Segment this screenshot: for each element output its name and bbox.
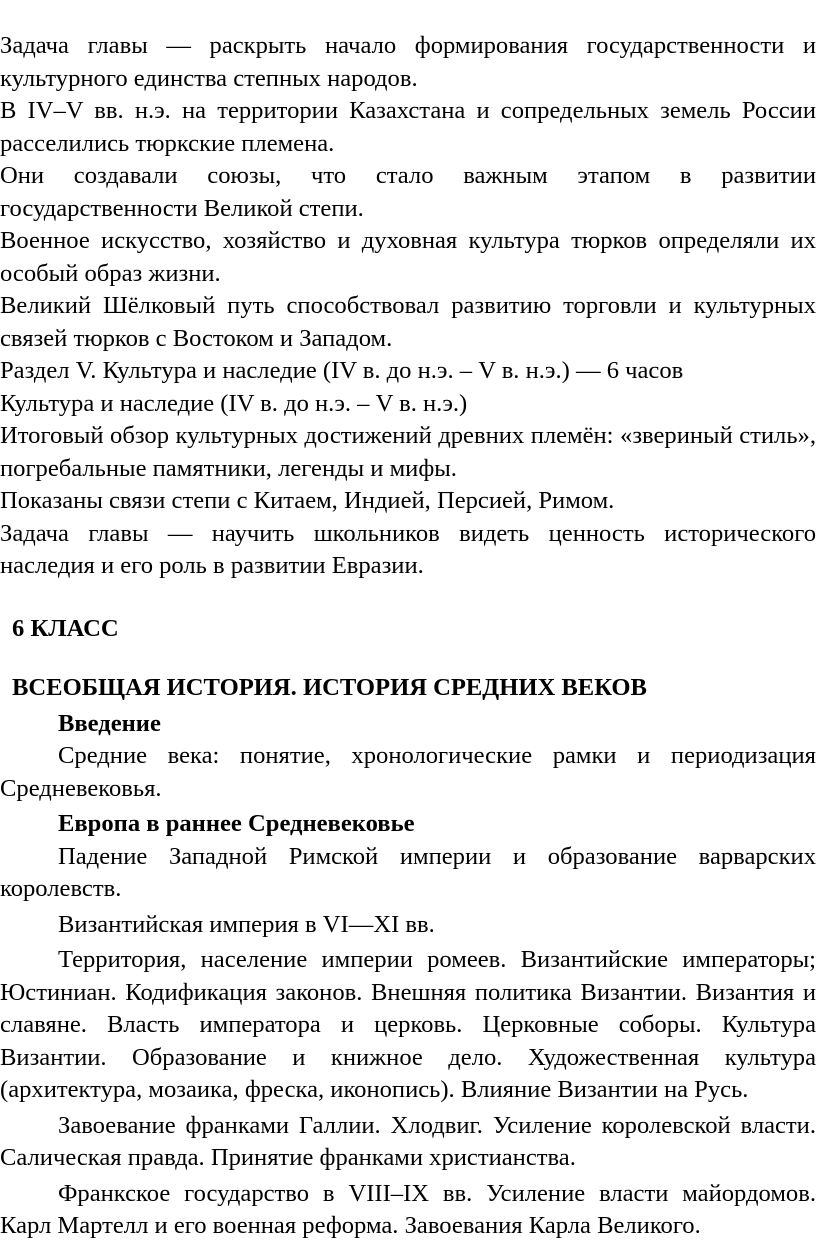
intro-heading: Введение — [58, 709, 161, 737]
paragraph-frankish-conquest: Завоевание франками Галлии. Хлодвиг. Усиление королевской власти. Салическая правда. Принятие франками христианства. — [0, 1111, 816, 1171]
paragraph-heritage-task: Задача главы — научить школьников видеть ценность исторического наследия и его роль в развитии Евразии. — [0, 519, 816, 579]
paragraph-culture-way-of-life: Военное искусство, хозяйство и духовная культура тюрков определяли их особый образ жизни. — [0, 227, 816, 287]
paragraph-frankish-state: Франкское государство в VIII–IX вв. Усиление власти майордомов. Карл Мартелл и его военная реформа. Завоевания Карла Великого. — [0, 1179, 816, 1239]
paragraph-byzantine-empire: Византийская империя в VI—XI вв. — [58, 910, 435, 938]
paragraph-fall-of-rome: Падение Западной Римской империи и образование варварских королевств. — [0, 842, 816, 902]
paragraph-silk-road: Великий Шёлковый путь способствовал развитию торговли и культурных связей тюрков с Востоком и Западом. — [0, 292, 816, 352]
paragraph-unions: Они создавали союзы, что стало важным этапом в развитии государственности Великой степи. — [0, 162, 816, 222]
paragraph-byzantium-details: Территория, население империи ромеев. Византийские императоры; Юстиниан. Кодификация законов. Внешняя политика Византии. Византия и славяне. Власть императора и церковь. Церковные соборы. Культура Византии. Образование и книжное дело. Художественная культура (архитектура, мозаика, фреска, иконопись). Влияние Византии на Русь. — [0, 946, 816, 1103]
paragraph-chapter-task: Задача главы — раскрыть начало формирования государственности и культурного единства степных народов. — [0, 32, 816, 92]
paragraph-steppe-links: Показаны связи степи с Китаем, Индией, Персией, Римом. — [0, 487, 615, 514]
grade-heading: 6 КЛАСС — [12, 614, 119, 642]
paragraph-turkic-tribes: В IV–V вв. н.э. на территории Казахстана и сопредельных земель России расселились тюркские племена. — [0, 97, 816, 157]
spacer — [0, 583, 816, 613]
spacer — [0, 645, 816, 672]
document-page — [0, 30, 816, 1243]
paragraph-section-five: Раздел V. Культура и наследие (IV в. до н.э. – V в. н.э.) — 6 часов — [0, 357, 684, 384]
europe-heading: Европа в раннее Средневековье — [58, 810, 415, 837]
intro-text: Средние века: понятие, хронологические рамки и периодизация Средневековья. — [0, 742, 816, 802]
paragraph-final-review: Итоговый обзор культурных достижений древних племён: «звериный стиль», погребальные памятники, легенды и мифы. — [0, 422, 816, 482]
paragraph-culture-heritage: Культура и наследие (IV в. до н.э. – V в. н.э.) — [0, 389, 468, 417]
course-heading: ВСЕОБЩАЯ ИСТОРИЯ. ИСТОРИЯ СРЕДНИХ ВЕКОВ — [12, 674, 647, 701]
